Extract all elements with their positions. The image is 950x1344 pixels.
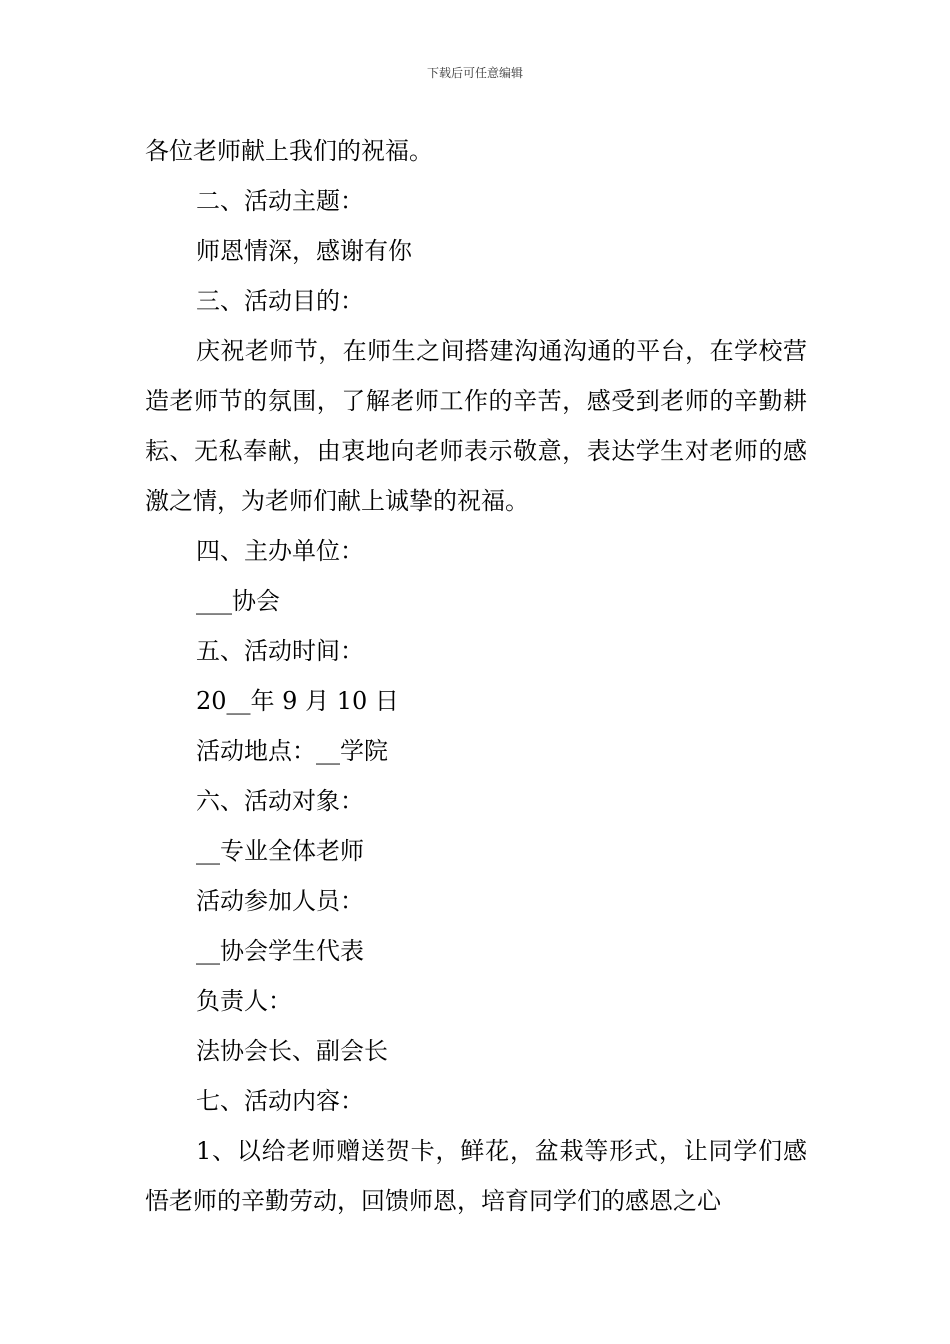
page-header-note: 下载后可任意编辑 (426, 66, 523, 80)
text-line: 活动地点：__学院 (196, 737, 388, 765)
section-heading-organizer: 四、主办单位： (196, 537, 364, 565)
text-line: 20__年 9 月 10 日 (196, 687, 399, 715)
section-heading-time: 五、活动时间： (196, 637, 364, 665)
section-heading-purpose: 三、活动目的： (196, 287, 364, 315)
section-heading-content: 七、活动内容： (196, 1087, 364, 1115)
document-body (145, 126, 807, 1226)
text-line: ___协会 (196, 587, 280, 615)
text-line: 负责人： (196, 987, 292, 1015)
text-line: __协会学生代表 (196, 937, 364, 965)
section-heading-audience: 六、活动对象： (196, 787, 364, 815)
text-line: __专业全体老师 (196, 837, 364, 865)
text-line: 法协会长、副会长 (196, 1037, 388, 1065)
section-heading-theme: 二、活动主题： (196, 187, 364, 215)
text-line: 活动参加人员： (196, 887, 364, 915)
text-line: 各位老师献上我们的祝福。 (145, 137, 433, 165)
paragraph-content: 1、以给老师赠送贺卡，鲜花，盆栽等形式，让同学们感悟老师的辛勤劳动，回馈师恩，培育同学们的感恩之心 (145, 1137, 807, 1215)
text-line: 师恩情深，感谢有你 (196, 237, 412, 265)
paragraph-purpose: 庆祝老师节，在师生之间搭建沟通沟通的平台，在学校营造老师节的氛围，了解老师工作的辛苦，感受到老师的辛勤耕耘、无私奉献，由衷地向老师表示敬意，表达学生对老师的感激之情，为老师们献上诚挚的祝福。 (145, 337, 807, 515)
